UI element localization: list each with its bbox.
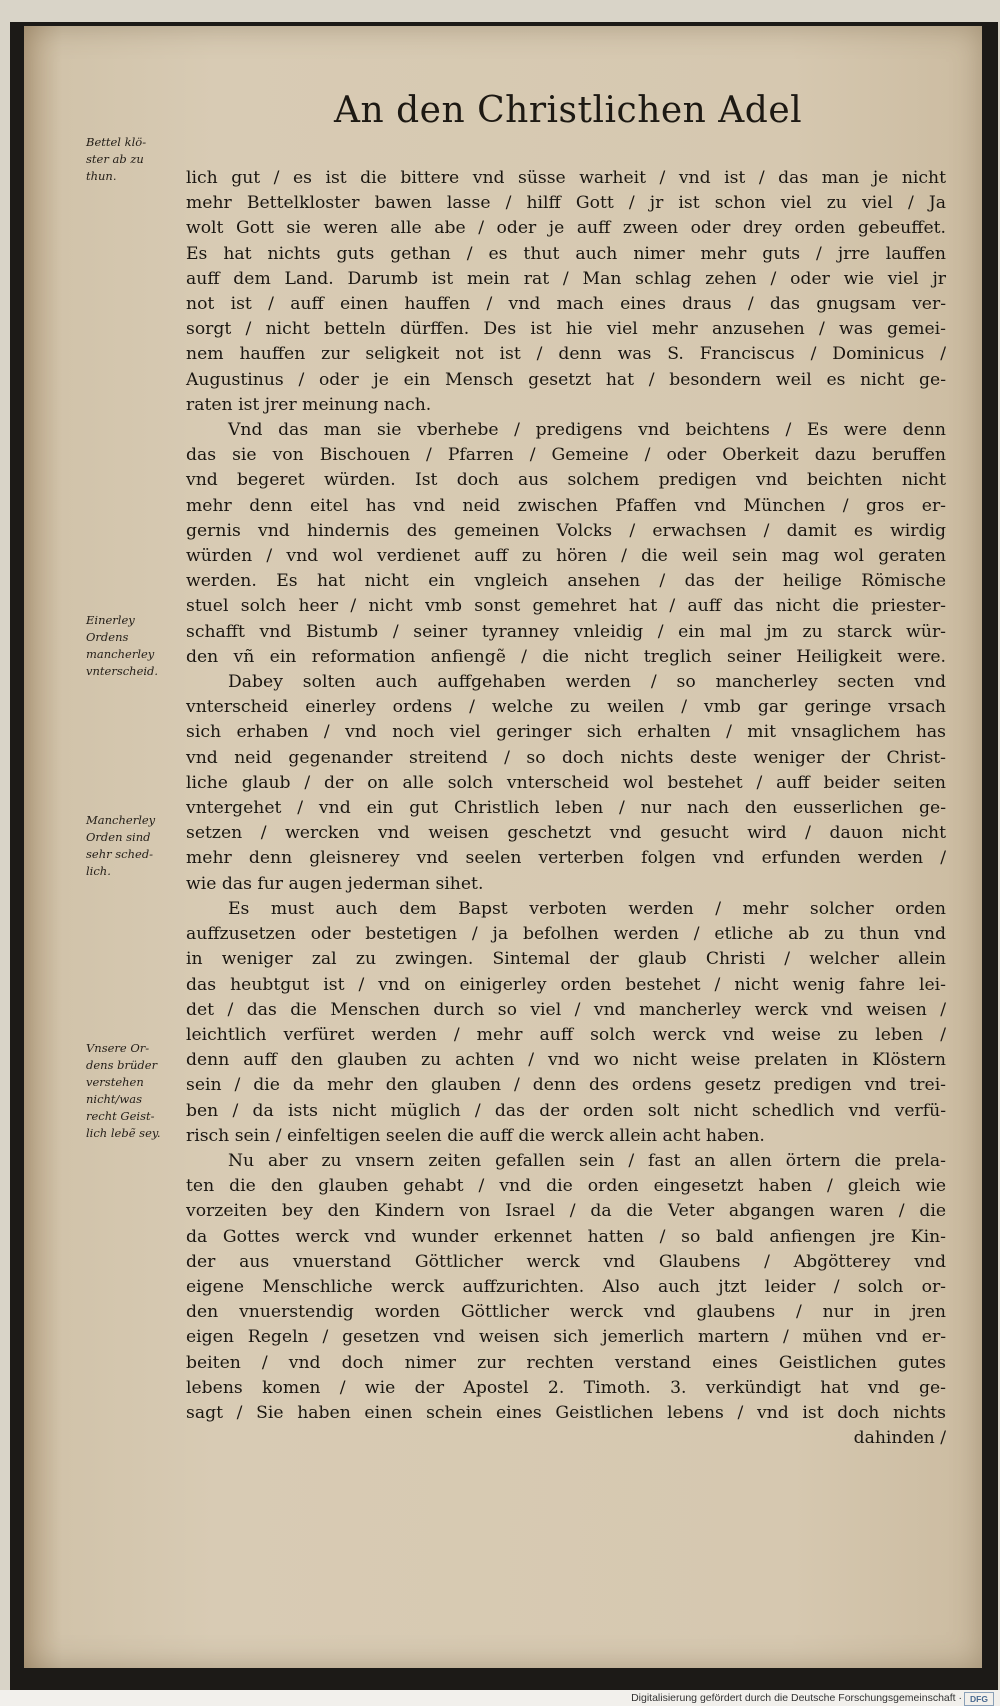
- funding-credit: Digitalisierung gefördert durch die Deutsche Forschungsgemeinschaft ·: [631, 1692, 962, 1704]
- running-title: An den Christlichen Adel: [334, 90, 803, 131]
- marginal-note-line: Ordens: [86, 630, 129, 644]
- text-line: ben / da ists nicht müglich / das der orden solt nicht schedlich vnd verfü-: [186, 1100, 946, 1121]
- marginal-note-line: Mancherley: [86, 813, 156, 827]
- text-line: gernis vnd hindernis des gemeinen Volcks / erwachsen / damit es wirdig: [186, 520, 946, 541]
- text-line: denn auff den glauben zu achten / vnd wo nicht weise prelaten in Klöstern: [186, 1050, 946, 1071]
- text-line: Vnd das man sie vberhebe / predigens vnd beichtens / Es were denn: [228, 420, 946, 441]
- footer-strip: [0, 1690, 1000, 1706]
- text-line: den vñ ein reformation anfiengẽ / die nicht treglich seiner Heiligkeit were.: [186, 646, 946, 667]
- text-line: werden. Es hat nicht ein vngleich ansehen / das der heilige Römische: [186, 571, 946, 592]
- marginal-note-line: ster ab zu: [86, 152, 144, 166]
- marginal-note-line: thun.: [86, 169, 117, 183]
- text-line: wolt Gott sie weren alle abe / oder je auff zween oder drey orden gebeuffet.: [186, 218, 946, 239]
- text-line: mehr denn eitel has vnd neid zwischen Pfaffen vnd München / gros er-: [186, 495, 946, 516]
- text-line: Es must auch dem Bapst verboten werden / mehr solcher orden: [228, 898, 946, 919]
- text-line: risch sein / einfeltigen seelen die auff die werck allein acht haben.: [186, 1125, 765, 1146]
- text-line: lich gut / es ist die bittere vnd süsse warheit / vnd ist / das man je nicht: [186, 168, 946, 188]
- marginal-note-line: Vnsere Or-: [86, 1041, 150, 1055]
- marginal-note-line: nicht/was: [86, 1092, 143, 1106]
- text-line: mehr denn gleisnerey vnd seelen verterben folgen vnd erfunden werden /: [186, 848, 946, 869]
- text-line: würden / vnd wol verdienet auff zu hören / die weil sein mag wol geraten: [186, 546, 946, 567]
- marginal-note-ordensbrueder: [86, 1040, 198, 1142]
- text-line: sein / die da mehr den glauben / denn des ordens gesetz predigen vnd trei-: [186, 1075, 946, 1096]
- marginal-note-line: verstehen: [86, 1075, 144, 1089]
- text-line: nem hauffen zur seligkeit not ist / denn was S. Franciscus / Dominicus /: [186, 344, 946, 365]
- text-line: auffzusetzen oder bestetigen / ja befolhen werden / etliche ab zu thun vnd: [186, 924, 946, 945]
- marginal-note-line: sehr sched-: [86, 847, 154, 861]
- marginal-note-bettelkloster: [86, 134, 198, 185]
- marginal-note-line: Einerley: [86, 613, 135, 627]
- text-line: Es hat nichts guts gethan / es thut auch nimer mehr guts / jrre lauffen: [186, 243, 946, 264]
- text-line: leichtlich verfüret werden / mehr auff solch werck vnd weise zu leben /: [186, 1024, 946, 1045]
- text-line: vnd begeret würden. Ist doch aus solchem predigen vnd beichten nicht: [186, 470, 946, 491]
- marginal-note-line: mancherley: [86, 647, 155, 661]
- text-line: mehr Bettelkloster bawen lasse / hilff Gott / jr ist schon viel zu viel / Ja: [186, 193, 946, 214]
- marginal-note-mancherley-orden: [86, 812, 198, 880]
- text-line: raten ist jrer meinung nach.: [186, 394, 432, 415]
- text-line: Augustinus / oder je ein Mensch gesetzt hat / besondern weil es nicht ge-: [186, 369, 946, 390]
- marginal-note-einerley-orden: [86, 612, 198, 680]
- text-line: ten die den glauben gehabt / vnd die orden eingesetzt haben / gleich wie: [186, 1176, 946, 1197]
- marginal-note-line: vnterscheid.: [86, 664, 159, 678]
- marginal-note-line: lich.: [86, 864, 111, 878]
- text-line: eigene Menschliche werck auffzurichten. Also auch jtzt leider / solch or-: [186, 1276, 946, 1297]
- text-line: det / das die Menschen durch so viel / vnd mancherley werck vnd weisen /: [186, 999, 946, 1020]
- text-line: auff dem Land. Darumb ist mein rat / Man schlag zehen / oder wie viel jr: [186, 268, 946, 289]
- scan-frame: [10, 22, 998, 1690]
- text-line: der aus vnuerstand Göttlicher werck vnd Glaubens / Abgötterey vnd: [186, 1251, 946, 1272]
- text-line: sich erhaben / vnd noch viel geringer sich erhalten / mit vnsaglichem has: [186, 722, 946, 743]
- text-line: beiten / vnd doch nimer zur rechten verstand eines Geistlichen gutes: [186, 1352, 946, 1373]
- text-line: vorzeiten bey den Kindern von Israel / da die Veter abgangen waren / die: [186, 1201, 946, 1222]
- text-line: sagt / Sie haben einen schein eines Geistlichen lebens / vnd ist doch nichts: [186, 1402, 946, 1423]
- text-line: sorgt / nicht betteln dürffen. Des ist hie viel mehr anzusehen / was gemei-: [186, 319, 946, 340]
- text-line: vnterscheid einerley ordens / welche zu weilen / vmb gar geringe vrsach: [186, 697, 946, 718]
- text-line: Nu aber zu vnsern zeiten gefallen sein / fast an allen örtern die prela-: [228, 1150, 946, 1171]
- body-text: [186, 166, 946, 1451]
- book-page: [24, 26, 982, 1668]
- text-line: liche glaub / der on alle solch vnterscheid wol bestehet / auff beider seiten: [186, 772, 946, 793]
- text-line: not ist / auff einen hauffen / vnd mach eines draus / das gnugsam ver-: [186, 294, 946, 315]
- text-line: setzen / wercken vnd weisen geschetzt vnd gesucht wird / dauon nicht: [186, 823, 946, 844]
- marginal-note-line: recht Geist-: [86, 1109, 155, 1123]
- text-line: den vnuerstendig worden Göttlicher werck vnd glaubens / nur in jren: [186, 1302, 946, 1323]
- text-line: vntergehet / vnd ein gut Christlich leben / nur nach den eusserlichen ge-: [186, 798, 946, 819]
- marginal-note-line: dens brüder: [86, 1058, 158, 1072]
- text-line: das heubtgut ist / vnd on einigerley orden bestehet / nicht wenig fahre lei-: [186, 974, 946, 995]
- marginal-note-line: Orden sind: [86, 830, 151, 844]
- dfg-logo-icon: DFG: [964, 1692, 994, 1706]
- text-line: stuel solch heer / nicht vmb sonst gemehret hat / auff das nicht die priester-: [186, 596, 946, 617]
- text-line: eigen Regeln / gesetzen vnd weisen sich jemerlich martern / mühen vnd er-: [186, 1327, 946, 1348]
- text-line: lebens komen / wie der Apostel 2. Timoth. 3. verkündigt hat vnd ge-: [186, 1377, 946, 1398]
- text-line: das sie von Bischouen / Pfarren / Gemeine / oder Oberkeit dazu beruffen: [186, 445, 946, 466]
- text-line: Dabey solten auch auffgehaben werden / so mancherley secten vnd: [228, 672, 946, 693]
- text-line: da Gottes werck vnd wunder erkennet hatten / so bald anfiengen jre Kin-: [186, 1226, 946, 1247]
- text-line: wie das fur augen jederman sihet.: [186, 873, 484, 894]
- text-line: schafft vnd Bistumb / seiner tyranney vnleidig / ein mal jm zu starck wür-: [186, 621, 946, 642]
- text-line: vnd neid gegenander streitend / so doch nichts deste weniger der Christ-: [186, 747, 946, 768]
- catchword: dahinden /: [853, 1428, 946, 1449]
- marginal-note-line: lich lebẽ sey.: [86, 1126, 161, 1140]
- text-line: in weniger zal zu zwingen. Sintemal der glaub Christi / welcher allein: [186, 949, 946, 970]
- marginal-note-line: Bettel klö-: [86, 135, 147, 149]
